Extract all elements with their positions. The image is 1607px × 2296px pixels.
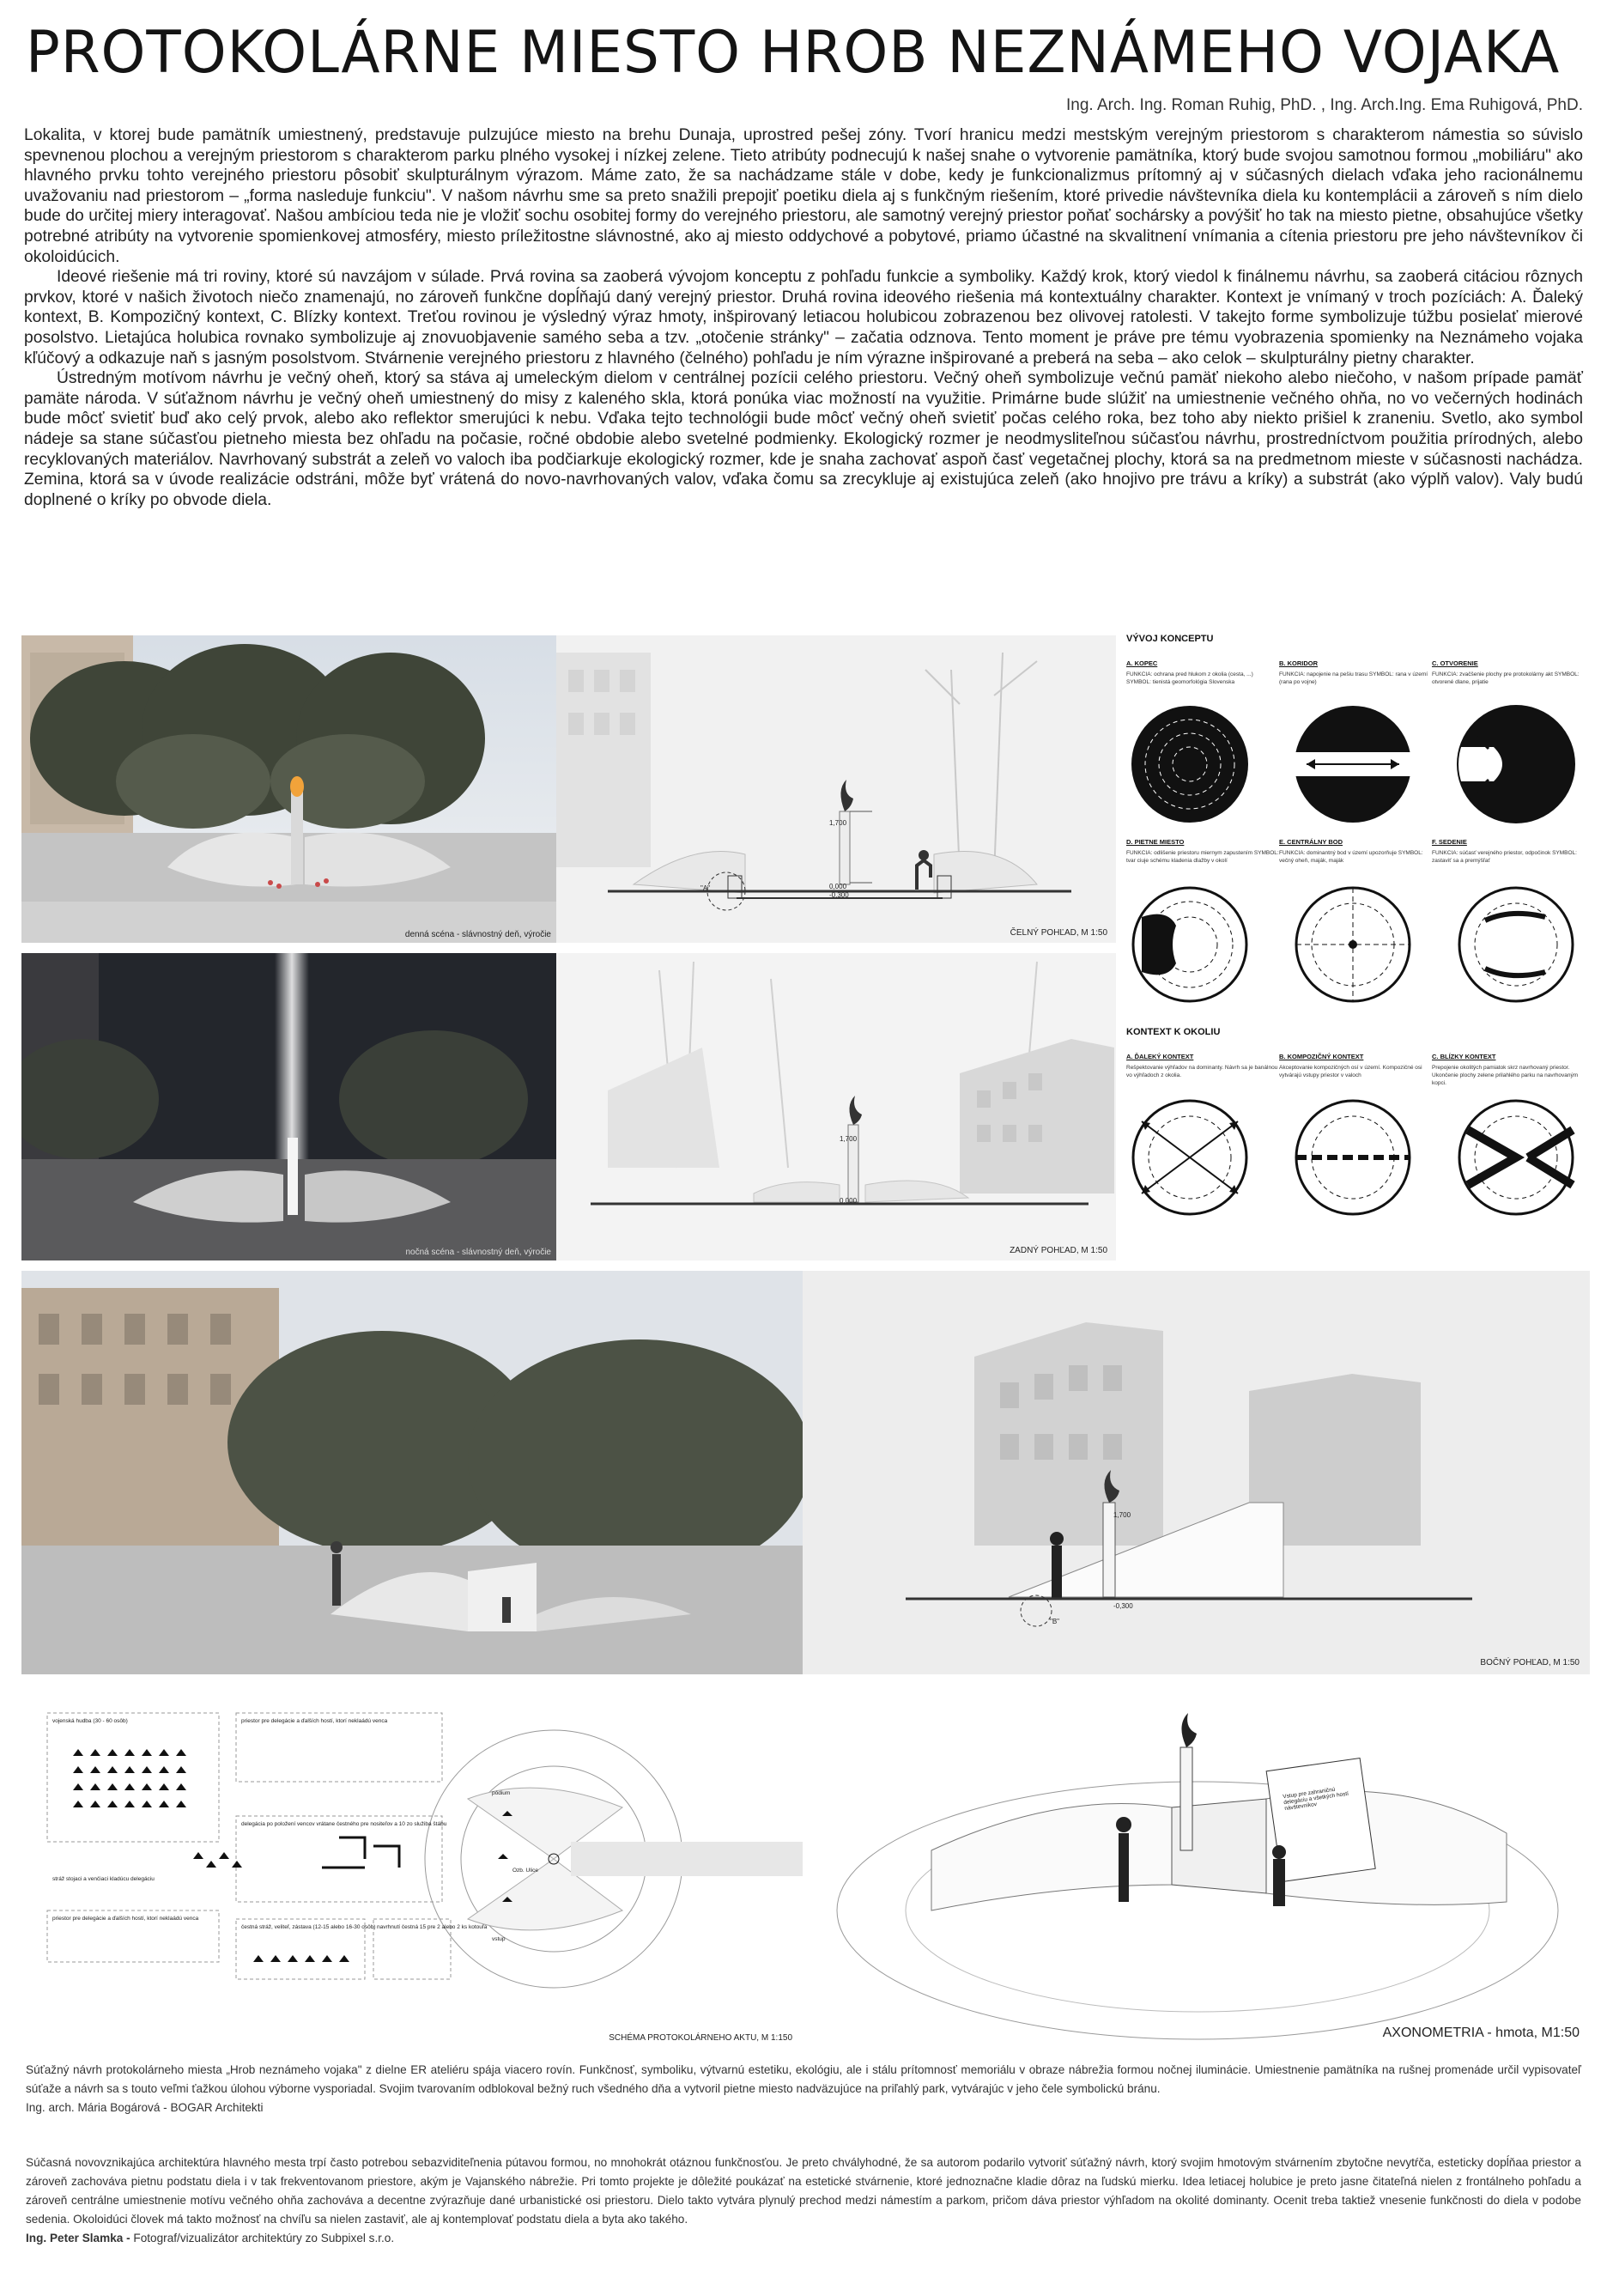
- night-scene-caption: nočná scéna - slávnostný deň, výročie: [405, 1248, 551, 1257]
- axonometry-image: [803, 1687, 1590, 2048]
- scheme-label-e: priestor pre delegácie a ďalších hostí, ktorí neklaádú venca: [52, 1916, 199, 1922]
- back-view-elevation: [556, 953, 1116, 1260]
- section-mark-a: "A": [700, 884, 711, 892]
- scheme-label-j: Ozb. Ulice: [512, 1868, 538, 1874]
- side-view-elevation: [803, 1271, 1590, 1674]
- context-label-a: A. ĎALEKÝ KONTEXT: [1126, 1053, 1194, 1060]
- scheme-label-g: navrhnutí čestná 15 pre 2 alebo 2 ks kotouľa: [377, 1924, 488, 1930]
- context-item-b: [1279, 1053, 1432, 1088]
- context-item-c: [1432, 1053, 1585, 1088]
- scheme-label-d: stráž stojaci a venčiaci kladúcu delegáciu: [52, 1876, 155, 1882]
- dim-0000-back: 0,000: [840, 1197, 858, 1205]
- concept-text-d: FUNKCIA: odlišenie priestoru miernym zapustením SYMBOL: tvar ciuje schému kladenia dlažby v okolí: [1126, 850, 1279, 864]
- dim-1700-side: 1,700: [1113, 1511, 1131, 1519]
- concept-text-b: FUNKCIA: napojenie na pešiu trasu SYMBOL: rana v území (rana po vojne): [1279, 671, 1428, 685]
- intro-text: [24, 125, 1583, 510]
- concept-circles-row-2: [1116, 883, 1590, 1011]
- concept-heading: VÝVOJ KONCEPTU: [1126, 634, 1214, 644]
- concept-item-b: [1279, 659, 1432, 695]
- scheme-image: [21, 1687, 803, 2048]
- review-2-signature-name: Ing. Peter Slamka -: [26, 2232, 130, 2244]
- concept-item-d: [1126, 838, 1279, 873]
- intro-paragraph-3: Ústredným motívom návrhu je večný oheň, ktorý sa stáva aj umeleckým dielom v centrálnej pozícii celého priestoru. Večný oheň symbolizuje večnú pamäť niekoho alebo niečoho, v našom prípade pamäť pamäte národa. V súťažnom návrhu je večný oheň umiestnený do misy z kaleného skla, ktorá ponúka viac možností na využitie. Primárne bude slúžiť na umiestnenie večného ohňa, no vo večerných hodinách bude môcť svietiť buď ako celý prvok, alebo ako reflektor smerujúci k nebu. Vďaka tejto technológii bude môcť večný oheň svietiť počas celého roka, bez toho aby niekto prišiel k zraneniu. Svetlo, ako symbol nádeje sa stane súčasťou pietneho miesta bez ohľadu na počasie, ročné obdobie alebo svetelné podmienky. Ekologický rozmer je neodmysliteľnou súčasťou návrhu, prostredníctvom použitia prírodných, alebo recyklovaných materiálov. Navrhovaný substrát a zeleň vo valoch iba podčiarkuje ekologický rozmer, kde je snaha zachovať aspoň časť vegetačnej plochy, ktorá sa na predmetnom mieste v súčasnosti nachádza. Zemina, ktorá sa v úvode realizácie odstráni, môže byť vrátená do novo-navrhovaných valov, vďaka čomu sa zrecykluje aj existujúca zeleň (ako hnojivo pre trávu a kríky) a substrát (ako výplň valov). Valy budú doplnené o kríky po obvode diela.: [24, 369, 1583, 509]
- front-view-elevation: [556, 635, 1116, 943]
- concept-label-e: E. CENTRÁLNY BOD: [1279, 838, 1343, 846]
- context-text-c: Prepojenie okolitých pamiatok skrz navrhovaný priestor. Ukončenie plochy zelene prilahlého parku na navrhovaným kopci.: [1432, 1065, 1579, 1086]
- scheme-label-f: čestná stráž, veliteľ, zástava (12-15 alebo 16-30 osôb): [241, 1924, 376, 1930]
- scheme-caption: SCHÉMA PROTOKOLÁRNEHO AKTU, M 1:150: [609, 2033, 792, 2043]
- concept-item-c: [1432, 659, 1585, 695]
- context-heading: KONTEXT K OKOLIU: [1126, 1027, 1221, 1037]
- concept-text-e: FUNKCIA: dominantný bod v území upozorňuje SYMBOL: večný oheň, maják, maják: [1279, 850, 1423, 864]
- scheme-label-b: priestor pre delegácie a ďalších hostí, ktorí neklaádú venca: [241, 1718, 388, 1724]
- dim-0000-front: 0,000: [829, 883, 847, 890]
- concept-label-f: F. SEDENIE: [1432, 838, 1467, 846]
- context-item-a: [1126, 1053, 1279, 1088]
- concept-item-e: [1279, 838, 1432, 873]
- scheme-label-a: vojenská hudba (30 - 60 osôb): [52, 1718, 128, 1724]
- context-text-a: Rešpektovanie výhľadov na dominanty. Návrh sa je banálnou vo výhľadoch z okolia.: [1126, 1065, 1278, 1078]
- protocol-scheme-plan: [21, 1687, 803, 2048]
- dim-0300-side: -0,300: [1113, 1602, 1133, 1610]
- concept-label-c: C. OTVORENIE: [1432, 659, 1478, 667]
- circle-kopec: [1131, 706, 1248, 823]
- concept-label-d: D. PIETNE MIESTO: [1126, 838, 1185, 846]
- context-circles-row: [1116, 1096, 1590, 1224]
- side-view-image: [803, 1271, 1590, 1674]
- review-1-text: Súťažný návrh protokolárneho miesta „Hrob neznámeho vojaka" z dielne ER ateliéru spája viacero rovín. Funkčnosť, symboliku, výtvarnú estetiku, ekológiu, ale i stálu prítomnosť memoriálu v obraze nábrežia formou nočnej iluminácie. Umiestnenie pamätníka na rušnej promenáde určil vypisovateľ súťaže a návrh sa s touto veľmi ťažkou úlohou výborne vysporiadal. Svojim tvarovaním odblokoval bežný ruch všedného dňa a vytvoril pietne miesto nadväzujúce na priľahlý park, vytvárajúc v jeho čele symbolickú bránu.: [26, 2063, 1581, 2095]
- concept-item-f: [1432, 838, 1585, 873]
- context-label-c: C. BLÍZKY KONTEXT: [1432, 1053, 1496, 1060]
- concept-circles-row-1: [1116, 702, 1590, 831]
- day-scene-render: [21, 635, 558, 943]
- dim-0300-front: -0,300: [829, 891, 849, 899]
- circle-kompozicny-kontext: [1296, 1101, 1410, 1214]
- scheme-label-c: delegácia po položení vencov vrátane čestného pre nositeľov a 10 zo služiba štábu: [241, 1821, 447, 1827]
- circle-koridor: [1295, 706, 1411, 823]
- circle-otvorenie: [1458, 706, 1574, 823]
- circle-centralny-bod: [1296, 888, 1410, 1001]
- axonometry-caption: AXONOMETRIA - hmota, M1:50: [1382, 2026, 1580, 2040]
- review-2-signature-role: Fotograf/vizualizátor architektúry zo Subpixel s.r.o.: [130, 2232, 395, 2244]
- context-label-b: B. KOMPOZIČNÝ KONTEXT: [1279, 1053, 1364, 1060]
- review-1: [26, 2061, 1581, 2117]
- concept-text-a: FUNKCIA: ochrana pred hlukom z okolia (cesta, ...) SYMBOL: tienistá geomorfológia Slovenska: [1126, 671, 1253, 685]
- street-render-image: [21, 1271, 803, 1674]
- concept-label-b: B. KORIDOR: [1279, 659, 1318, 667]
- side-view-caption: BOČNÝ POHĽAD, M 1:50: [1480, 1658, 1580, 1667]
- scheme-label-h: pódium: [492, 1790, 511, 1796]
- dim-1700-back: 1,700: [840, 1135, 858, 1143]
- circle-blizky-kontext: [1459, 1101, 1573, 1214]
- circle-daleky-kontext: [1133, 1101, 1246, 1214]
- scheme-label-i: vstup: [492, 1936, 506, 1942]
- review-2-text: Súčasná novovznikajúca architektúra hlavného mesta trpí často potrebou sebazviditeľnenia pútavou formou, no mnohokrát otáznou funkčnosťou. Je preto chvályhodné, že sa autorom podarilo vytvoriť súťažný návrh, ktorý svojim hmotovým stvárnením zbytočne nevytŕča, esteticky dopĺňaa priestor a zároveň zachováva pietnu podstatu diela i v tak frekventovanom priestore, akým je Vajanského nábrežie. Pri tomto projekte je dôležité poukázať na estetické stvárnenie, ktoré jednoznačne kladie dôraz na ľudskú mierku. Idea letiacej holubice je preto jasne čitateľná nielen z frontálneho pohľadu a zároveň centrálne umiestnenie motívu večného ohňa zachováva a decentne zvýrazňuje dané urbanistické osi priestoru. Dielo takto vytvára plynulý prechod medzi námestím a parkom, pričom dáva priestor výhľadom na okolité dominanty. Ocenit treba taktiež vnesenie funkčnosti do diela v podobe sedenia. Okoloidúci človek má takto možnosť na chvíľu sa nielen zastaviť, ale aj kontemplovať podstatu diela a byta ako takého.: [26, 2156, 1581, 2226]
- intro-paragraph-1: Lokalita, v ktorej bude pamätník umiestnený, predstavuje pulzujúce miesto na brehu Dunaja, uprostred pešej zóny. Tvorí hranicu medzi mestským verejným priestorom s charakterom námestia so súvislo spevnenou plochou a verejným priestorom s charakterom parku plného vysokej i nízkej zelene. Tieto atribúty podnecujú k našej snahe o vytvorenie pamätníka, ktorý bude svojou samotnou formou „mobiliáru" ako hlavného prvku tohto verejného priestoru pôsobiť skulpturálnym výrazom. Máme zato, že sa nachádzame stále v dobe, kedy je funkcionalizmus prítomný aj v súčasných dielach vďaka jeho racionálnemu uvažovaniu nad priestorom – „forma nasleduje funkciu". V našom návrhu sme sa preto snažili prepojiť poetiku diela aj s funkčným riešením, ktoré privedie návštevníka diela ku kontemplácii a zároveň s ním dielo bude do určitej miery interagovať. Našou ambíciou teda nie je vložiť sochu osobitej formy do verejného priestoru, ale samotný verejný priestor poňať sochársky a povýšiť ho tak na miesto pietne, obsahujúce všetky potrebné atribúty na vytvorenie spomienkovej atmosféry, miesto príležitostne slávnostné, ako aj miesto oddychové a pobytové, priamo účastné na skvalitnení vnímania a cítenia priestoru pre jeho návštevníkov či okoloidúcich.: [24, 126, 1583, 266]
- back-view-caption: ZADNÝ POHĽAD, M 1:50: [1010, 1246, 1107, 1255]
- concept-diagrams: [1116, 634, 1590, 1254]
- page-title: PROTOKOLÁRNE MIESTO HROB NEZNÁMEHO VOJAKA: [26, 19, 1561, 87]
- front-view-caption: ČELNÝ POHĽAD, M 1:50: [1010, 928, 1107, 938]
- street-render: [21, 1271, 803, 1674]
- concept-item-a: [1126, 659, 1279, 695]
- section-mark-b: "B": [1050, 1618, 1060, 1625]
- review-2: [26, 2153, 1581, 2248]
- day-scene-image: [21, 635, 558, 943]
- concept-text-f: FUNKCIA: súčasť verejného priestor, odpočinok SYMBOL: zastaviť sa a premýšľať: [1432, 850, 1577, 864]
- intro-paragraph-2: Ideové riešenie má tri roviny, ktoré sú navzájom v súlade. Prvá rovina sa zaoberá vývojom konceptu z pohľadu funkcie a symboliky. Každý krok, ktorý viedol k finálnemu návrhu, sa zaoberá citáciou rôznych prvkov, ktoré v našich životoch niečo znamenajú, no zároveň funkčne dopĺňajú daný verejný priestor. Druhá rovina ideového riešenia má kontextuálny charakter. Kontext je vnímaný v troch pozíciách: A. Ďaleký kontext, B. Kompozičný kontext, C. Blízky kontext. Treťou rovinou je výsledný výraz hmoty, inšpirovaný letiacou holubicou zobrazenou bez olivovej ratolesti. V takejto forme symbolizuje túžbu posielať mierové posolstvo. Lietajúca holubica rovnako symbolizuje aj znovuobjavenie samého seba a tzv. „otočenie stránky" – začatia odznova. Tento moment je práve pre tému vyobrazenia spomienky na Neznámeho vojaka kľúčový a odkazuje naň s jasným posolstvom. Stvárnenie verejného priestoru z hlavného (čelného) pohľadu je ním výrazne inšpirované a preberá na seba – ako celok – skulpturálny pietny charakter.: [24, 268, 1583, 367]
- concept-text-c: FUNKCIA: zvačšenie plochy pre protokolárny akt SYMBOL: otvorené dlane, prijatie: [1432, 671, 1580, 685]
- axonometry-drawing: [803, 1687, 1590, 2048]
- back-view-image: [556, 953, 1116, 1260]
- night-scene-image: [21, 953, 558, 1260]
- night-scene-render: [21, 953, 558, 1260]
- day-scene-caption: denná scéna - slávnostný deň, výročie: [404, 930, 551, 939]
- authors: Ing. Arch. Ing. Roman Ruhig, PhD. , Ing. Arch.Ing. Ema Ruhigová, PhD.: [1066, 96, 1583, 114]
- circle-pietne-miesto: [1133, 888, 1246, 1001]
- circle-sedenie: [1459, 888, 1573, 1001]
- review-1-signature: Ing. arch. Mária Bogárová - BOGAR Architekti: [26, 2101, 264, 2114]
- concept-label-a: A. KOPEC: [1126, 659, 1158, 667]
- axon-sign-text: Vstup pre zahraničnú delegáciu a všetkých hostí návštevníkov: [1282, 1786, 1349, 1813]
- dim-1700-front: 1,700: [829, 819, 847, 827]
- context-text-b: Akceptovanie kompozičných osí v území. Kompozičné osi vytvárajú vstupy priestor v valoch: [1279, 1065, 1422, 1078]
